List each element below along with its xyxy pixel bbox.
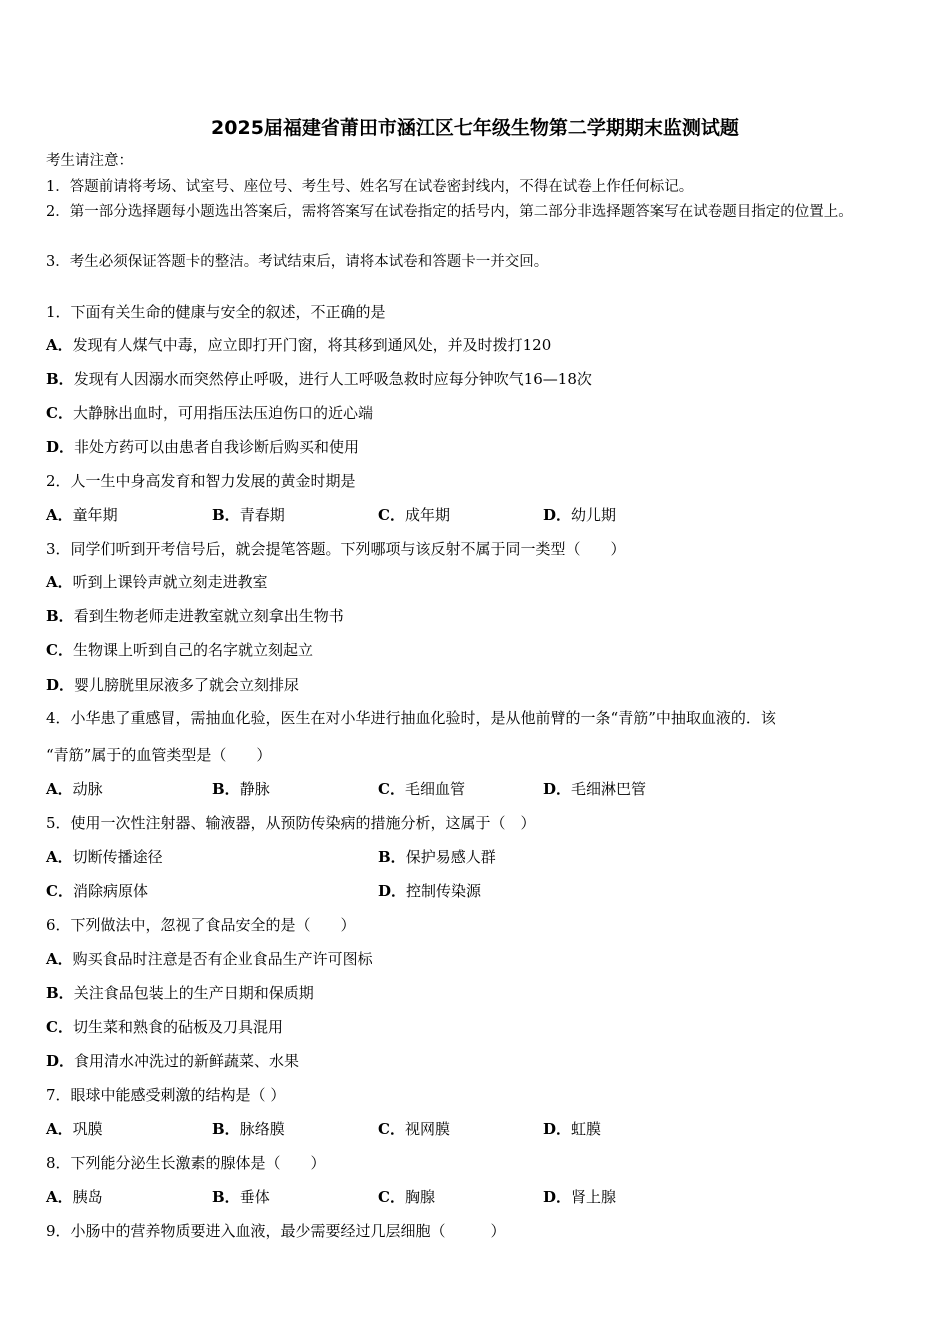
question-1-option-d	[46, 437, 359, 457]
question-6-stem: 6．下列做法中，忽视了食品安全的是（ ）	[46, 916, 356, 934]
option-label: B．	[46, 370, 74, 388]
option-text: 幼儿期	[571, 506, 617, 524]
question-3-option-b	[46, 606, 344, 626]
notice-item-3: 3．考生必须保证答题卡的整洁。考试结束后，请将本试卷和答题卡一并交回。	[46, 254, 549, 270]
option-text: 胰岛	[72, 1188, 103, 1206]
question-5-option-b	[378, 847, 496, 867]
option-text: 发现有人因溺水而突然停止呼吸，进行人工呼吸急救时应每分钟吹气16—18次	[73, 370, 592, 388]
option-label: D．	[46, 1052, 75, 1070]
option-label: B．	[46, 984, 74, 1002]
question-8-option-b	[212, 1187, 270, 1207]
question-3-option-d	[46, 675, 299, 695]
question-7-stem: 7．眼球中能感受刺激的结构是（ ）	[46, 1086, 286, 1104]
question-8-option-d	[543, 1187, 616, 1207]
option-text: 听到上课铃声就立刻走进教室	[72, 573, 268, 591]
option-label: A．	[46, 573, 73, 591]
question-4-option-b	[212, 779, 270, 799]
option-text: 肾上腺	[571, 1188, 617, 1206]
option-label: C．	[46, 882, 73, 900]
option-label: B．	[212, 506, 240, 524]
option-label: D．	[543, 780, 572, 798]
question-8-option-c	[378, 1187, 435, 1207]
option-text: 视网膜	[404, 1120, 450, 1138]
question-2-option-d	[543, 505, 616, 525]
option-text: 看到生物老师走进教室就立刻拿出生物书	[73, 607, 344, 625]
question-5-stem: 5．使用一次性注射器、输液器，从预防传染病的措施分析，这属于（ ）	[46, 814, 536, 832]
option-text: 动脉	[72, 780, 103, 798]
option-label: C．	[378, 506, 405, 524]
question-1-option-b	[46, 369, 592, 389]
question-9-stem: 9．小肠中的营养物质要进入血液，最少需要经过几层细胞（ ）	[46, 1222, 506, 1240]
question-1-stem: 1．下面有关生命的健康与安全的叙述，不正确的是	[46, 303, 386, 321]
option-text: 食用清水冲洗过的新鲜蔬菜、水果	[74, 1052, 300, 1070]
question-5-option-a	[46, 847, 163, 867]
question-3-option-c	[46, 640, 313, 660]
option-text: 虹膜	[571, 1120, 602, 1138]
notice-item-1: 1．答题前请将考场、试室号、座位号、考生号、姓名写在试卷密封线内，不得在试卷上作任何标记。	[46, 179, 694, 195]
question-4-option-a	[46, 779, 103, 799]
option-label: A．	[46, 1188, 73, 1206]
question-4-stem-line-1: 4．小华患了重感冒，需抽血化验，医生在对小华进行抽血化验时，是从他前臂的一条“青筋”中抽取血液的．该	[46, 709, 776, 727]
question-4-stem-line-2: “青筋”属于的血管类型是（ ）	[46, 746, 272, 764]
option-text: 成年期	[404, 506, 450, 524]
option-label: C．	[378, 780, 405, 798]
option-text: 购买食品时注意是否有企业食品生产许可图标	[72, 950, 373, 968]
option-label: A．	[46, 506, 73, 524]
question-3-option-a	[46, 572, 268, 592]
option-label: A．	[46, 848, 73, 866]
option-label: D．	[543, 1120, 572, 1138]
option-label: C．	[378, 1120, 405, 1138]
option-label: B．	[378, 848, 406, 866]
question-6-option-c	[46, 1017, 283, 1037]
question-1-option-c	[46, 403, 373, 423]
option-text: 非处方药可以由患者自我诊断后购买和使用	[74, 438, 360, 456]
question-3-stem: 3．同学们听到开考信号后，就会提笔答题。下列哪项与该反射不属于同一类型（ ）	[46, 540, 626, 558]
option-label: B．	[212, 780, 240, 798]
option-text: 脉络膜	[239, 1120, 285, 1138]
option-label: C．	[46, 641, 73, 659]
option-label: D．	[378, 882, 407, 900]
option-label: A．	[46, 1120, 73, 1138]
notice-heading: 考生请注意：	[46, 153, 133, 169]
option-text: 青春期	[239, 506, 285, 524]
option-text: 控制传染源	[406, 882, 482, 900]
question-7-option-c	[378, 1119, 450, 1139]
option-text: 巩膜	[72, 1120, 103, 1138]
option-label: C．	[378, 1188, 405, 1206]
option-text: 大静脉出血时，可用指压法压迫伤口的近心端	[72, 404, 373, 422]
question-2-option-a	[46, 505, 118, 525]
option-label: B．	[46, 607, 74, 625]
question-7-option-a	[46, 1119, 103, 1139]
option-text: 垂体	[239, 1188, 270, 1206]
question-2-option-c	[378, 505, 450, 525]
option-text: 毛细血管	[404, 780, 465, 798]
question-6-option-a	[46, 949, 373, 969]
option-text: 切断传播途径	[72, 848, 163, 866]
question-4-option-d	[543, 779, 646, 799]
option-text: 切生菜和熟食的砧板及刀具混用	[72, 1018, 283, 1036]
option-label: A．	[46, 780, 73, 798]
question-7-option-b	[212, 1119, 285, 1139]
option-text: 发现有人煤气中毒，应立即打开门窗，将其移到通风处，并及时拨打120	[72, 336, 552, 354]
notice-item-2: 2．第一部分选择题每小题选出答案后，需将答案写在试卷指定的括号内，第二部分非选择题答案写在试卷题目指定的位置上。	[46, 204, 853, 220]
option-label: B．	[212, 1188, 240, 1206]
option-text: 消除病原体	[72, 882, 148, 900]
option-label: B．	[212, 1120, 240, 1138]
question-1-option-a	[46, 335, 551, 355]
question-5-option-d	[378, 881, 481, 901]
question-8-stem: 8．下列能分泌生长激素的腺体是（ ）	[46, 1154, 326, 1172]
option-text: 毛细淋巴管	[571, 780, 647, 798]
option-label: C．	[46, 1018, 73, 1036]
question-6-option-d	[46, 1051, 299, 1071]
page-title: 2025届福建省莆田市涵江区七年级生物第二学期期末监测试题	[211, 117, 739, 139]
option-text: 静脉	[239, 780, 270, 798]
question-6-option-b	[46, 983, 314, 1003]
question-2-option-b	[212, 505, 285, 525]
option-text: 胸腺	[404, 1188, 435, 1206]
option-text: 生物课上听到自己的名字就立刻起立	[72, 641, 313, 659]
option-label: D．	[46, 676, 75, 694]
option-text: 关注食品包装上的生产日期和保质期	[73, 984, 314, 1002]
option-text: 保护易感人群	[405, 848, 496, 866]
option-text: 婴儿膀胱里尿液多了就会立刻排尿	[74, 676, 300, 694]
option-label: D．	[46, 438, 75, 456]
option-label: A．	[46, 336, 73, 354]
question-2-stem: 2．人一生中身高发育和智力发展的黄金时期是	[46, 472, 356, 490]
option-label: A．	[46, 950, 73, 968]
question-4-option-c	[378, 779, 465, 799]
question-7-option-d	[543, 1119, 601, 1139]
option-label: D．	[543, 506, 572, 524]
question-5-option-c	[46, 881, 148, 901]
option-label: C．	[46, 404, 73, 422]
option-text: 童年期	[72, 506, 118, 524]
option-label: D．	[543, 1188, 572, 1206]
question-8-option-a	[46, 1187, 103, 1207]
